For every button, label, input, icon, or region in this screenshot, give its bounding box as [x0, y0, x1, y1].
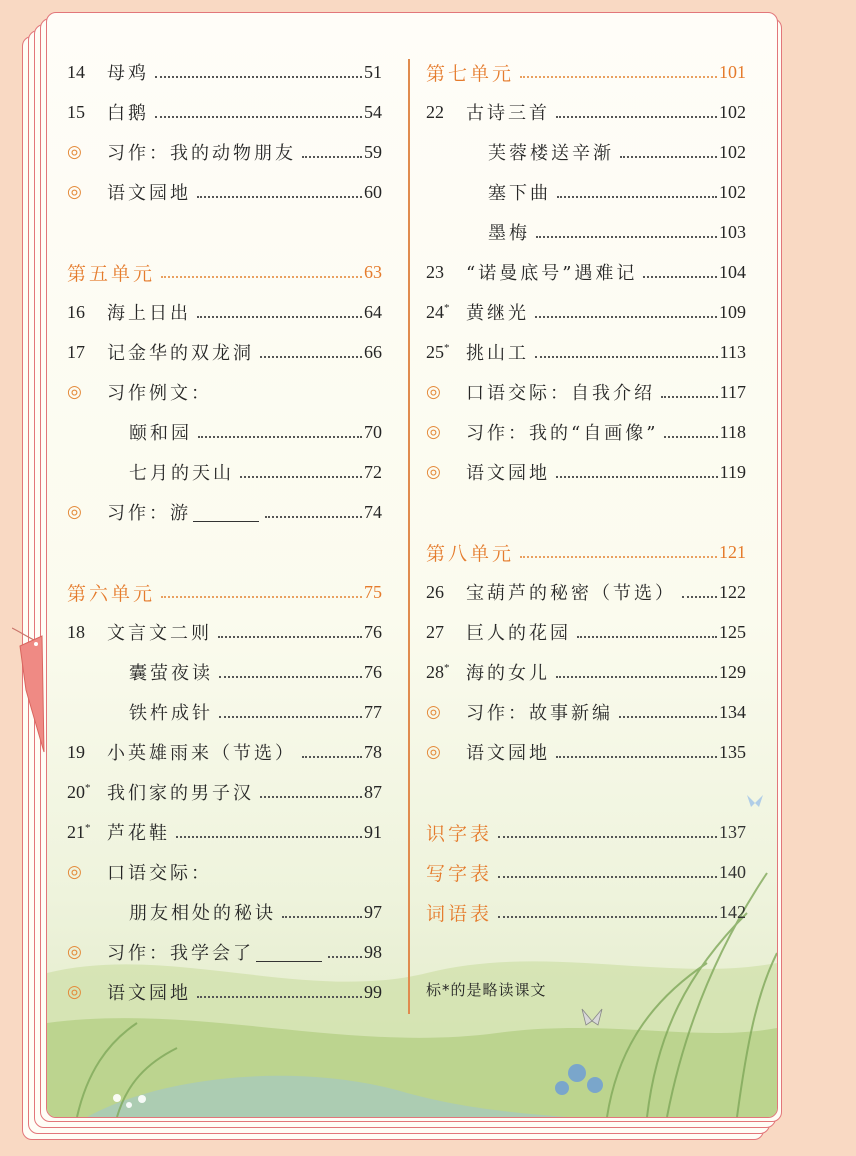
- entry-title: 白鹅: [107, 103, 149, 124]
- bullet-icon: ◎: [67, 142, 82, 162]
- page-number: 66: [364, 341, 382, 362]
- page-number: 117: [719, 381, 746, 402]
- entry-title: 小英雄雨来（节选）: [107, 743, 296, 764]
- leader-dots: [161, 596, 362, 598]
- lesson-number: 19: [67, 741, 85, 762]
- leader-dots: [556, 116, 717, 118]
- entry-title: 第五单元: [67, 262, 156, 285]
- page-number: 102: [719, 101, 746, 122]
- entry-title: 语文园地: [107, 983, 191, 1004]
- page-number: 91: [364, 821, 382, 842]
- page-number: 134: [719, 701, 746, 722]
- page-number: 75: [364, 581, 382, 602]
- bullet-icon: ◎: [67, 942, 82, 962]
- leader-dots: [302, 756, 362, 758]
- leader-dots: [498, 836, 717, 838]
- entry-title: 芙蓉楼送辛渐: [488, 143, 614, 164]
- leader-dots: [197, 996, 362, 998]
- leader-dots: [197, 196, 362, 198]
- lesson-entry[interactable]: [67, 617, 382, 647]
- activity-entry[interactable]: [426, 457, 746, 487]
- unit-heading[interactable]: [67, 257, 382, 287]
- lesson-number: 28*: [426, 661, 450, 682]
- entry-title: 习作：故事新编: [466, 703, 613, 724]
- activity-entry[interactable]: [426, 417, 746, 447]
- page-number: 129: [719, 661, 746, 682]
- page-number: 78: [364, 741, 382, 762]
- page-number: 98: [364, 941, 382, 962]
- lesson-number: 18: [67, 621, 85, 642]
- leader-dots: [219, 716, 362, 718]
- leader-dots: [302, 156, 362, 158]
- page-number: 101: [719, 61, 746, 82]
- lesson-entry[interactable]: [67, 817, 382, 847]
- activity-entry[interactable]: [67, 937, 382, 967]
- leader-dots: [664, 436, 717, 438]
- page-number: 64: [364, 301, 382, 322]
- entry-title: 七月的天山: [129, 463, 234, 484]
- leader-dots: [260, 796, 362, 798]
- lesson-entry[interactable]: [426, 577, 746, 607]
- leader-dots: [661, 396, 718, 398]
- leader-dots: [240, 476, 362, 478]
- entry-title: 母鸡: [107, 63, 149, 84]
- entry-title: 记金华的双龙洞: [107, 343, 254, 364]
- bullet-icon: ◎: [67, 382, 82, 402]
- page-number: 104: [719, 261, 746, 282]
- page-number: 135: [719, 741, 746, 762]
- entry-title: 墨梅: [488, 223, 530, 244]
- leader-dots: [520, 556, 717, 558]
- sub-entry[interactable]: [67, 457, 382, 487]
- sub-entry[interactable]: [67, 657, 382, 687]
- lesson-entry[interactable]: [67, 97, 382, 127]
- leader-dots: [198, 436, 362, 438]
- entry-title: 挑山工: [466, 343, 529, 364]
- leader-dots: [218, 636, 362, 638]
- appendix-entry[interactable]: [426, 857, 746, 887]
- activity-entry[interactable]: [426, 697, 746, 727]
- entry-title: 颐和园: [129, 423, 192, 444]
- sub-entry[interactable]: [67, 417, 382, 447]
- page-number: 51: [364, 61, 382, 82]
- entry-title: 口语交际：: [107, 863, 212, 884]
- bullet-icon: ◎: [67, 982, 82, 1002]
- page-number: 97: [364, 901, 382, 922]
- lesson-number: 17: [67, 341, 85, 362]
- page-number: 121: [719, 541, 746, 562]
- lesson-entry[interactable]: [67, 777, 382, 807]
- leader-dots: [161, 276, 362, 278]
- page-number: 99: [364, 981, 382, 1002]
- leader-dots: [265, 516, 362, 518]
- entry-title: 第八单元: [426, 542, 515, 565]
- activity-entry[interactable]: [426, 737, 746, 767]
- page-number: 140: [719, 861, 746, 882]
- entry-title: 习作：我的动物朋友: [107, 143, 296, 164]
- entry-title: 我们家的男子汉: [107, 783, 254, 804]
- entry-title: 古诗三首: [466, 103, 550, 124]
- leader-dots: [536, 236, 717, 238]
- appendix-entry[interactable]: [426, 897, 746, 927]
- page-number: 125: [719, 621, 746, 642]
- leader-dots: [557, 196, 717, 198]
- leader-dots: [577, 636, 717, 638]
- lesson-number: 27: [426, 621, 444, 642]
- lesson-number: 20*: [67, 781, 91, 802]
- lesson-entry[interactable]: [67, 737, 382, 767]
- lesson-number: 14: [67, 61, 85, 82]
- sub-entry[interactable]: [426, 137, 746, 167]
- unit-heading[interactable]: [67, 577, 382, 607]
- entry-title: 习作例文：: [107, 383, 212, 404]
- entry-title: 写字表: [426, 862, 493, 885]
- leader-dots: [260, 356, 362, 358]
- entry-title: 芦花鞋: [107, 823, 170, 844]
- page-number: 63: [364, 261, 382, 282]
- activity-entry[interactable]: [67, 177, 382, 207]
- leader-dots: [176, 836, 362, 838]
- bullet-icon: ◎: [426, 462, 441, 482]
- entry-title: 囊萤夜读: [129, 663, 213, 684]
- leader-dots: [155, 76, 362, 78]
- page-number: 70: [364, 421, 382, 442]
- unit-heading[interactable]: [426, 537, 746, 567]
- lesson-number: 24*: [426, 301, 450, 322]
- optional-reading-star: *: [444, 341, 450, 354]
- page-number: 103: [719, 221, 746, 242]
- leader-dots: [197, 316, 362, 318]
- lesson-entry[interactable]: [426, 97, 746, 127]
- entry-title: 习作：我的“自画像”: [466, 423, 659, 444]
- page-number: 109: [719, 301, 746, 322]
- entry-title: 宝葫芦的秘密（节选）: [466, 583, 676, 604]
- lesson-entry[interactable]: [426, 657, 746, 687]
- lesson-number: 25*: [426, 341, 450, 362]
- lesson-entry[interactable]: [67, 297, 382, 327]
- lesson-entry[interactable]: [426, 257, 746, 287]
- optional-reading-star: *: [85, 781, 91, 794]
- page-number: 137: [719, 821, 746, 842]
- unit-heading[interactable]: [426, 57, 746, 87]
- activity-entry[interactable]: [67, 137, 382, 167]
- lesson-entry[interactable]: [67, 337, 382, 367]
- activity-entry[interactable]: [67, 497, 382, 527]
- entry-title: 第七单元: [426, 62, 515, 85]
- entry-title: 铁杵成针: [129, 703, 213, 724]
- entry-title: 语文园地: [107, 183, 191, 204]
- lesson-number: 16: [67, 301, 85, 322]
- page-number: 54: [364, 101, 382, 122]
- optional-reading-star: *: [85, 821, 91, 834]
- page-number: 76: [364, 621, 382, 642]
- leader-dots: [219, 676, 362, 678]
- page-number: 142: [719, 901, 746, 922]
- bookmark-tag-icon: [12, 618, 46, 758]
- entry-title: 习作：游: [107, 503, 191, 524]
- leader-dots: [620, 156, 717, 158]
- lesson-number: 22: [426, 101, 444, 122]
- bullet-icon: ◎: [67, 502, 82, 522]
- bullet-icon: ◎: [426, 382, 441, 402]
- lesson-entry[interactable]: [426, 617, 746, 647]
- activity-entry[interactable]: [67, 377, 382, 407]
- leader-dots: [498, 876, 717, 878]
- leader-dots: [619, 716, 717, 718]
- bullet-icon: ◎: [67, 862, 82, 882]
- entry-title: 语文园地: [466, 743, 550, 764]
- entry-title: 海的女儿: [466, 663, 550, 684]
- entry-title: 巨人的花园: [466, 623, 571, 644]
- toc-page: [46, 12, 778, 1118]
- entry-title: 语文园地: [466, 463, 550, 484]
- page-number: 76: [364, 661, 382, 682]
- leader-dots: [155, 116, 362, 118]
- leader-dots: [282, 916, 362, 918]
- entry-title: 口语交际：自我介绍: [466, 383, 655, 404]
- entry-title: 塞下曲: [488, 183, 551, 204]
- page-number: 60: [364, 181, 382, 202]
- page-number: 102: [719, 141, 746, 162]
- leader-dots: [535, 316, 717, 318]
- leader-dots: [556, 476, 718, 478]
- leader-dots: [535, 356, 718, 358]
- entry-title: 文言文二则: [107, 623, 212, 644]
- fill-in-blank: [193, 503, 259, 522]
- page-number: 74: [364, 501, 382, 522]
- page-number: 77: [364, 701, 382, 722]
- page-number: 113: [719, 341, 746, 362]
- lesson-entry[interactable]: [426, 337, 746, 367]
- lesson-entry[interactable]: [67, 57, 382, 87]
- page-number: 119: [719, 461, 746, 482]
- lesson-number: 23: [426, 261, 444, 282]
- entry-title: 习作：我学会了: [107, 943, 254, 964]
- leader-dots: [643, 276, 717, 278]
- lesson-entry[interactable]: [426, 297, 746, 327]
- appendix-entry[interactable]: [426, 817, 746, 847]
- sub-entry[interactable]: [67, 697, 382, 727]
- column-divider: [408, 59, 410, 1014]
- activity-entry[interactable]: [67, 977, 382, 1007]
- page-number: 122: [719, 581, 746, 602]
- page-number: 59: [364, 141, 382, 162]
- entry-title: 识字表: [426, 822, 493, 845]
- activity-entry[interactable]: [426, 377, 746, 407]
- entry-title: 词语表: [426, 902, 493, 925]
- page-number: 72: [364, 461, 382, 482]
- optional-reading-star: *: [444, 661, 450, 674]
- lesson-number: 26: [426, 581, 444, 602]
- bullet-icon: ◎: [67, 182, 82, 202]
- activity-entry[interactable]: [67, 857, 382, 887]
- leader-dots: [498, 916, 717, 918]
- page-number: 87: [364, 781, 382, 802]
- leader-dots: [328, 956, 362, 958]
- footnote: 标*的是略读课文: [426, 981, 547, 999]
- entry-title: 黄继光: [466, 303, 529, 324]
- leader-dots: [520, 76, 717, 78]
- page-number: 102: [719, 181, 746, 202]
- bullet-icon: ◎: [426, 702, 441, 722]
- entry-title: “诺曼底号”遇难记: [466, 263, 638, 284]
- entry-title: 海上日出: [107, 303, 191, 324]
- page-number: 118: [719, 421, 746, 442]
- leader-dots: [556, 756, 717, 758]
- sub-entry[interactable]: [67, 897, 382, 927]
- bullet-icon: ◎: [426, 742, 441, 762]
- lesson-number: 21*: [67, 821, 91, 842]
- optional-reading-star: *: [444, 301, 450, 314]
- lesson-number: 15: [67, 101, 85, 122]
- leader-dots: [682, 596, 717, 598]
- sub-entry[interactable]: [426, 177, 746, 207]
- sub-entry[interactable]: [426, 217, 746, 247]
- entry-title: 朋友相处的秘诀: [129, 903, 276, 924]
- leader-dots: [556, 676, 717, 678]
- bullet-icon: ◎: [426, 422, 441, 442]
- fill-in-blank: [256, 943, 322, 962]
- entry-title: 第六单元: [67, 582, 156, 605]
